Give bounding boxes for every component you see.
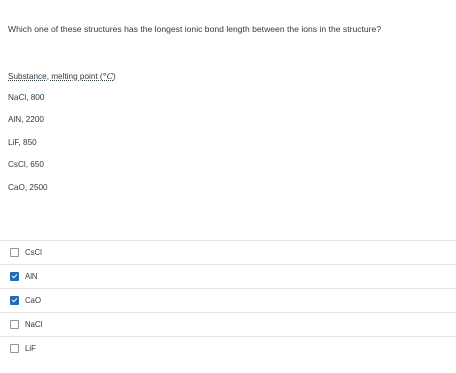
table-row-aln: AlN, 2200 xyxy=(8,115,44,124)
answer-option-cao[interactable] xyxy=(0,288,456,312)
answer-label-aln[interactable]: AlN xyxy=(25,272,38,281)
answer-label-nacl[interactable]: NaCl xyxy=(25,320,43,329)
answer-option-cscl[interactable] xyxy=(0,240,456,264)
answer-label-lif[interactable]: LiF xyxy=(25,344,36,353)
checkbox-aln[interactable] xyxy=(10,272,19,281)
answer-label-cscl[interactable]: CsCl xyxy=(25,248,42,257)
question-text: Which one of these structures has the longest ionic bond length between the ions in the structure? xyxy=(8,24,382,34)
answer-option-lif[interactable] xyxy=(0,336,456,360)
checkbox-cscl[interactable] xyxy=(10,248,19,257)
table-header xyxy=(8,70,116,83)
table-header-close: ) xyxy=(113,72,116,81)
checkbox-nacl[interactable] xyxy=(10,320,19,329)
table-header-label: Substance, melting point ( xyxy=(8,72,103,81)
checkbox-lif[interactable] xyxy=(10,344,19,353)
table-header-unit: °C xyxy=(102,71,114,81)
table-row-cao: CaO, 2500 xyxy=(8,183,48,192)
table-row-lif: LiF, 850 xyxy=(8,138,37,147)
answer-option-aln[interactable] xyxy=(0,264,456,288)
table-row-cscl: CsCl, 650 xyxy=(8,160,44,169)
answer-option-nacl[interactable] xyxy=(0,312,456,336)
checkbox-cao[interactable] xyxy=(10,296,19,305)
table-row-nacl: NaCl, 800 xyxy=(8,93,45,102)
answer-label-cao[interactable]: CaO xyxy=(25,296,42,305)
